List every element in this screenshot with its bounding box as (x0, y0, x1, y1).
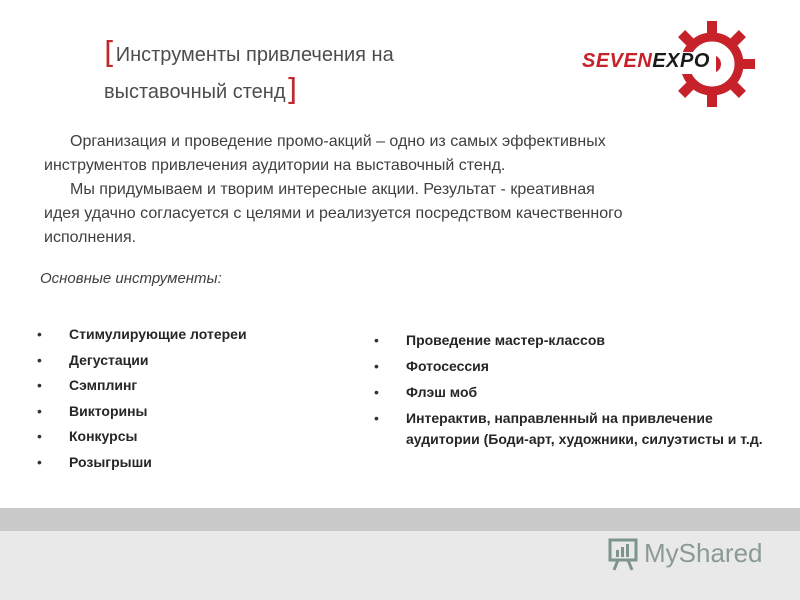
paragraph-text: идея удачно согласуется с целями и реализуется посредством качественного (44, 205, 623, 222)
tools-subheading: Основные инструменты: (40, 270, 222, 287)
paragraph-line (44, 154, 724, 178)
list-item (374, 330, 766, 351)
title-text-1: Инструменты привлечения на (115, 44, 394, 66)
list-item (37, 426, 329, 452)
paragraph-text: Мы придумываем и творим интересные акции. Результат - креативная (70, 181, 595, 198)
watermark-text: MyShared (644, 538, 763, 568)
list-item (37, 452, 329, 478)
bullet-icon: • (37, 377, 42, 394)
paragraph-text: исполнения. (44, 229, 137, 246)
list-item (37, 375, 329, 401)
paragraph-text: инструментов привлечения аудитории на выставочный стенд. (44, 157, 506, 174)
title-text-2: выставочный стенд (104, 81, 286, 103)
myshared-watermark[interactable] (608, 534, 778, 574)
sevenexpo-logo (578, 18, 778, 110)
logo-seven: SEVEN (582, 50, 653, 72)
list-item (374, 382, 766, 403)
bullet-icon: • (374, 410, 379, 427)
list-item-label: Фотосессия (406, 358, 489, 375)
tools-list-left (37, 324, 329, 478)
bullet-icon: • (37, 453, 42, 470)
presentation-icon (608, 536, 640, 572)
slide-title (104, 36, 524, 110)
list-item-label: Конкурсы (69, 428, 138, 445)
tools-list-right (374, 330, 766, 455)
title-close-bracket: ] (285, 73, 298, 108)
list-item-label: Розыгрыши (69, 453, 152, 470)
bullet-icon: • (37, 326, 42, 342)
title-open-bracket: [ (104, 36, 116, 71)
logo-text (582, 50, 710, 73)
bullet-icon: • (37, 402, 42, 419)
list-item (37, 324, 329, 350)
bullet-icon: • (37, 351, 42, 368)
paragraph-line (44, 202, 724, 226)
list-item (37, 350, 329, 376)
list-item-label: Интерактив, направленный на привлечение аудитории (Боди-арт, художники, силуэтисты и т.д. (406, 410, 763, 447)
list-item (37, 401, 329, 427)
intro-paragraph (44, 130, 724, 178)
logo-expo: EXPO (652, 50, 710, 72)
list-item-label: Проведение мастер-классов (406, 332, 605, 348)
list-item-label: Флэш моб (406, 384, 478, 401)
approach-paragraph (44, 178, 724, 250)
list-item (374, 356, 766, 377)
title-line-2 (104, 73, 524, 110)
list-item-label: Стимулирующие лотереи (69, 326, 247, 342)
paragraph-line (44, 178, 724, 202)
bullet-icon: • (374, 358, 379, 375)
title-line-1 (104, 36, 524, 73)
paragraph-line (44, 130, 724, 154)
list-item-label: Викторины (69, 402, 148, 419)
list-item-label: Дегустации (69, 351, 149, 368)
list-item (374, 408, 766, 449)
bullet-icon: • (374, 332, 379, 348)
paragraph-line (44, 226, 724, 250)
footer-band (0, 508, 800, 531)
bullet-icon: • (37, 428, 42, 445)
paragraph-text: Организация и проведение промо-акций – одно из самых эффективных (70, 133, 606, 150)
list-item-label: Сэмплинг (69, 377, 138, 394)
bullet-icon: • (374, 384, 379, 401)
